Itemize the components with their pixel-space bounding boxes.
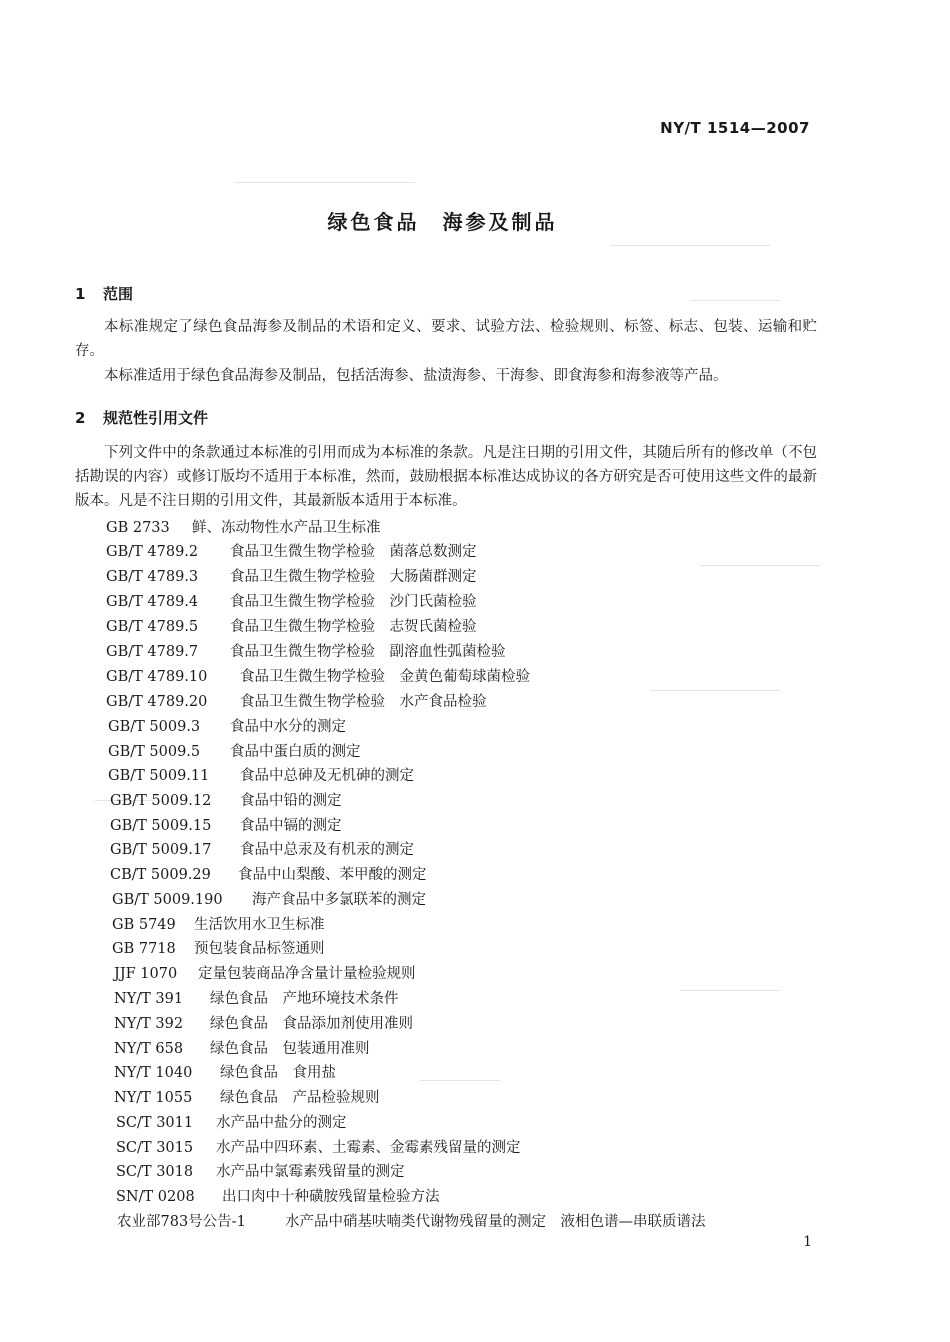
reference-title: 食品卫生微生物学检验 沙门氏菌检验 [230, 594, 477, 610]
reference-code: GB/T 5009.5 [108, 744, 201, 760]
document-title: 绿色食品 海参及制品 [327, 210, 558, 234]
reference-item [116, 1185, 440, 1209]
reference-code: SN/T 0208 [116, 1189, 195, 1205]
scan-artifact [610, 245, 770, 246]
reference-code: GB 5749 [112, 917, 176, 933]
reference-item [114, 1012, 413, 1036]
reference-code: SC/T 3018 [116, 1164, 194, 1180]
reference-title: 食品中山梨酸、苯甲酸的测定 [238, 867, 427, 883]
reference-item [117, 1210, 706, 1234]
reference-item [110, 863, 427, 887]
reference-item [106, 590, 477, 614]
reference-item [114, 987, 399, 1011]
reference-code: GB/T 5009.15 [110, 818, 212, 834]
reference-code: NY/T 1040 [114, 1065, 193, 1081]
reference-item [114, 1086, 380, 1110]
reference-item [114, 962, 416, 986]
reference-item [108, 715, 346, 739]
scan-artifact [420, 1080, 500, 1081]
standard-number: NY/T 1514—2007 [660, 119, 810, 137]
section-number: 2 [75, 409, 86, 427]
reference-code: CB/T 5009.29 [110, 867, 211, 883]
reference-title: 水产品中盐分的测定 [216, 1115, 347, 1131]
reference-title: 绿色食品 食品添加剂使用准则 [210, 1016, 413, 1032]
reference-item [114, 1037, 370, 1061]
reference-code: GB/T 4789.2 [106, 544, 199, 560]
reference-item [112, 888, 426, 912]
reference-item [110, 814, 342, 838]
reference-title: 食品中蛋白质的测定 [230, 744, 361, 760]
section-heading [75, 283, 133, 304]
reference-item [116, 1111, 347, 1135]
reference-code: GB/T 4789.3 [106, 569, 199, 585]
reference-code: GB/T 4789.7 [106, 644, 199, 660]
reference-code: JJF 1070 [114, 966, 178, 982]
paragraph: 本标准适用于绿色食品海参及制品，包括活海参、盐渍海参、干海参、即食海参和海参液等产品。 [104, 368, 728, 384]
reference-item [112, 937, 325, 961]
reference-title: 水产品中硝基呋喃类代谢物残留量的测定 液相色谱—串联质谱法 [285, 1214, 706, 1230]
reference-code: GB/T 4789.10 [106, 669, 208, 685]
reference-title: 食品卫生微生物学检验 副溶血性弧菌检验 [230, 644, 506, 660]
reference-item [108, 740, 361, 764]
reference-code: GB 2733 [106, 520, 170, 536]
reference-code: GB/T 4789.20 [106, 694, 208, 710]
scan-artifact [235, 182, 415, 183]
reference-code: NY/T 658 [114, 1041, 184, 1057]
reference-code: GB/T 5009.190 [112, 892, 223, 908]
reference-code: GB/T 5009.3 [108, 719, 201, 735]
reference-item [106, 640, 506, 664]
paragraph: 本标准规定了绿色食品海参及制品的术语和定义、要求、试验方法、检验规则、标签、标志、包装、运输和贮存。 [75, 319, 817, 359]
reference-title: 食品卫生微生物学检验 菌落总数测定 [230, 544, 477, 560]
reference-title: 食品卫生微生物学检验 金黄色葡萄球菌检验 [240, 669, 530, 685]
reference-title: 预包装食品标签通则 [194, 941, 325, 957]
reference-item [114, 1061, 336, 1085]
scan-artifact [700, 565, 820, 566]
reference-item [110, 789, 342, 813]
reference-title: 海产食品中多氯联苯的测定 [252, 892, 426, 908]
reference-title: 定量包装商品净含量计量检验规则 [198, 966, 416, 982]
reference-title: 食品卫生微生物学检验 志贺氏菌检验 [230, 619, 477, 635]
reference-code: NY/T 392 [114, 1016, 184, 1032]
reference-item [106, 565, 477, 589]
reference-item [110, 838, 414, 862]
section-title: 范围 [103, 285, 134, 303]
page-number: 1 [803, 1234, 812, 1250]
section-title: 规范性引用文件 [103, 409, 209, 427]
reference-code: NY/T 391 [114, 991, 184, 1007]
scan-artifact [690, 300, 780, 301]
reference-item [106, 665, 530, 689]
section-heading [75, 407, 208, 428]
reference-code: SC/T 3011 [116, 1115, 194, 1131]
reference-title: 食品中总砷及无机砷的测定 [240, 768, 414, 784]
reference-item [108, 764, 414, 788]
reference-code: 农业部783号公告-1 [117, 1214, 246, 1230]
section-number: 1 [75, 285, 86, 303]
reference-title: 食品中铅的测定 [240, 793, 342, 809]
reference-title: 食品中镉的测定 [240, 818, 342, 834]
reference-title: 绿色食品 产地环境技术条件 [210, 991, 399, 1007]
paragraph: 下列文件中的条款通过本标准的引用而成为本标准的条款。凡是注日期的引用文件，其随后所有的修改单（不包括勘误的内容）或修订版均不适用于本标准，然而，鼓励根据本标准达成协议的各方研究是否可使用这些文件的最新版本。凡是不注日期的引用文件，其最新版本适用于本标准。 [75, 445, 817, 509]
reference-item [106, 516, 381, 540]
reference-code: GB 7718 [112, 941, 176, 957]
reference-title: 绿色食品 食用盐 [220, 1065, 336, 1081]
scan-artifact [650, 690, 780, 691]
reference-code: GB/T 5009.12 [110, 793, 212, 809]
reference-title: 生活饮用水卫生标准 [194, 917, 325, 933]
reference-code: NY/T 1055 [114, 1090, 193, 1106]
reference-title: 出口肉中十种磺胺残留量检验方法 [222, 1189, 440, 1205]
reference-code: GB/T 5009.11 [108, 768, 210, 784]
reference-title: 绿色食品 包装通用准则 [210, 1041, 370, 1057]
reference-item [106, 690, 487, 714]
reference-title: 鲜、冻动物性水产品卫生标准 [192, 520, 381, 536]
reference-title: 水产品中四环素、土霉素、金霉素残留量的测定 [216, 1140, 521, 1156]
reference-title: 食品卫生微生物学检验 水产食品检验 [240, 694, 487, 710]
reference-item [116, 1136, 521, 1160]
reference-title: 绿色食品 产品检验规则 [220, 1090, 380, 1106]
reference-title: 食品中总汞及有机汞的测定 [240, 842, 414, 858]
reference-title: 食品中水分的测定 [230, 719, 346, 735]
reference-code: GB/T 5009.17 [110, 842, 212, 858]
reference-item [106, 615, 477, 639]
reference-item [112, 913, 325, 937]
reference-title: 食品卫生微生物学检验 大肠菌群测定 [230, 569, 477, 585]
reference-item [116, 1160, 405, 1184]
reference-code: GB/T 4789.4 [106, 594, 199, 610]
reference-code: SC/T 3015 [116, 1140, 194, 1156]
reference-item [106, 540, 477, 564]
reference-title: 水产品中氯霉素残留量的测定 [216, 1164, 405, 1180]
scan-artifact [680, 990, 780, 991]
reference-code: GB/T 4789.5 [106, 619, 199, 635]
